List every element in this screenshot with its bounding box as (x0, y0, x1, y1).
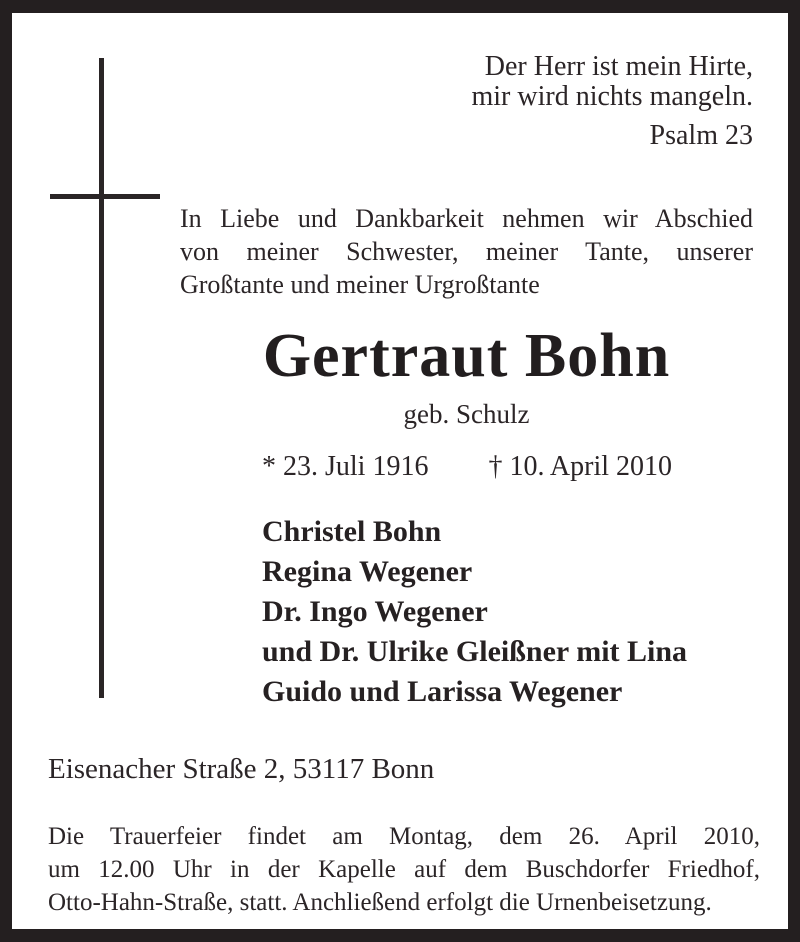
dates-row (262, 450, 672, 484)
mourner-name: und Dr. Ulrike Gleißner mit Lina (262, 635, 688, 668)
mourner-name: Regina Wegener (262, 555, 473, 588)
mourner-name: Guido und Larissa Wegener (262, 675, 623, 708)
death-date: † 10. April 2010 (488, 451, 673, 482)
psalm-line-1: Der Herr ist mein Hirte, (484, 51, 753, 82)
deceased-name: Gertraut Bohn (262, 322, 671, 390)
psalm-source: Psalm 23 (649, 120, 753, 151)
birth-date: * 23. Juli 1916 (262, 451, 429, 482)
psalm-line-2: mir wird nichts mangeln. (471, 81, 753, 112)
mourner-name: Dr. Ingo Wegener (262, 595, 488, 628)
funeral-line-2: um 12.00 Uhr in der Kapelle auf dem Buschdorfer Friedhof, (48, 856, 760, 883)
deceased-block (180, 322, 753, 429)
intro-line-1: In Liebe und Dankbarkeit nehmen wir Abschied (180, 204, 753, 233)
mourner-name: Christel Bohn (262, 515, 442, 548)
cross-horizontal-bar (50, 194, 160, 199)
intro-line-2: von meiner Schwester, meiner Tante, unserer (180, 237, 753, 266)
address-line: Eisenacher Straße 2, 53117 Bonn (48, 753, 435, 785)
cross-vertical-bar (99, 58, 104, 698)
notice-sheet (12, 13, 788, 929)
intro-line-3: Großtante und meiner Urgroßtante (180, 270, 540, 299)
mourners-list (262, 512, 687, 712)
funeral-paragraph (48, 820, 760, 919)
funeral-line-1: Die Trauerfeier findet am Montag, dem 26. April 2010, (48, 823, 760, 850)
maiden-name: geb. Schulz (403, 399, 530, 429)
intro-paragraph (180, 202, 753, 301)
psalm-quote (471, 52, 753, 151)
funeral-line-3: Otto-Hahn-Straße, statt. Anchließend erfolgt die Urnenbeisetzung. (48, 889, 712, 916)
